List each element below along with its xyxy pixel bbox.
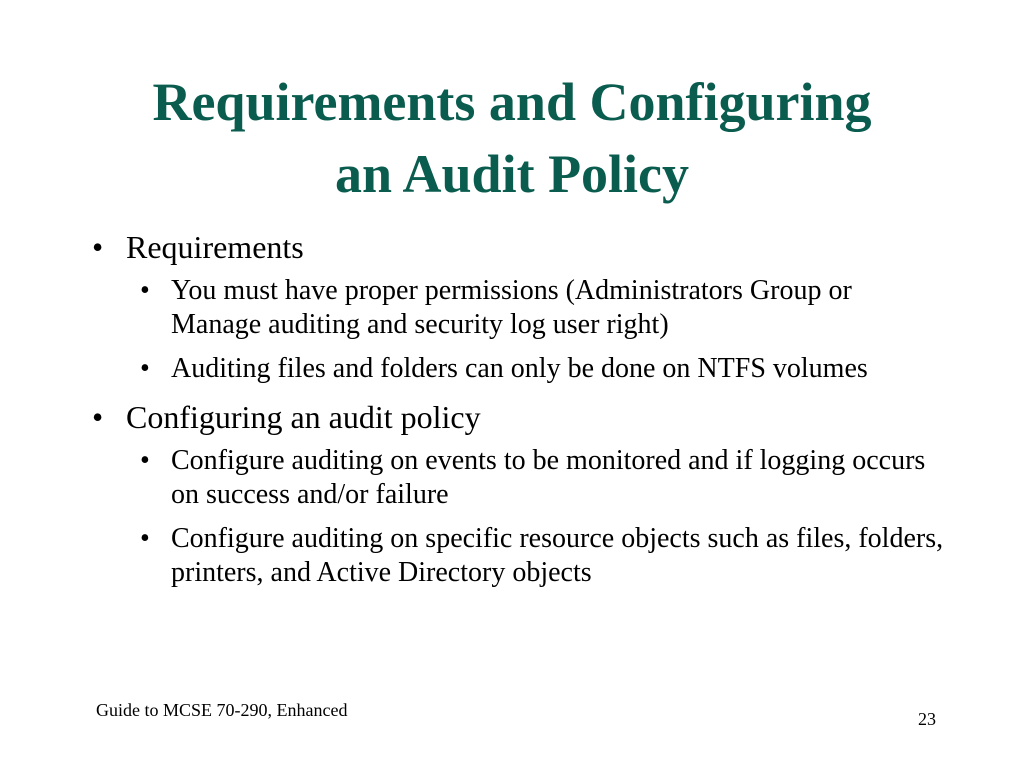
bullet-icon: •	[92, 399, 104, 435]
bullet-icon: •	[140, 353, 150, 384]
bullet-icon: •	[140, 523, 150, 554]
list-item-text: You must have proper permissions (Administrators Group or Manage auditing and security log user right)	[171, 275, 852, 340]
bullet-icon: •	[140, 275, 150, 306]
list-item	[126, 274, 948, 342]
bullet-icon: •	[92, 229, 104, 265]
list-item	[126, 522, 948, 590]
section-requirements	[88, 226, 948, 268]
list-item-text: Auditing files and folders can only be done on NTFS volumes	[171, 353, 868, 384]
list-item	[126, 444, 948, 512]
configuring-list	[126, 444, 948, 590]
page-number: 23	[918, 709, 936, 729]
title-line-1: Requirements and Configuring	[152, 72, 872, 132]
bullet-icon: •	[140, 445, 150, 476]
section-label: Configuring an audit policy	[126, 399, 481, 435]
requirements-list	[126, 274, 948, 386]
section-label: Requirements	[126, 229, 304, 265]
list-item	[126, 352, 948, 386]
footer-text: Guide to MCSE 70-290, Enhanced	[96, 700, 348, 720]
list-item-text: Configure auditing on specific resource objects such as files, folders, printers, and Active Directory objects	[171, 523, 944, 588]
section-configuring	[88, 396, 948, 438]
slide-body	[88, 226, 948, 600]
slide-title	[60, 66, 964, 210]
title-line-2: an Audit Policy	[334, 144, 690, 204]
list-item-text: Configure auditing on events to be monitored and if logging occurs on success and/or failure	[171, 445, 926, 510]
